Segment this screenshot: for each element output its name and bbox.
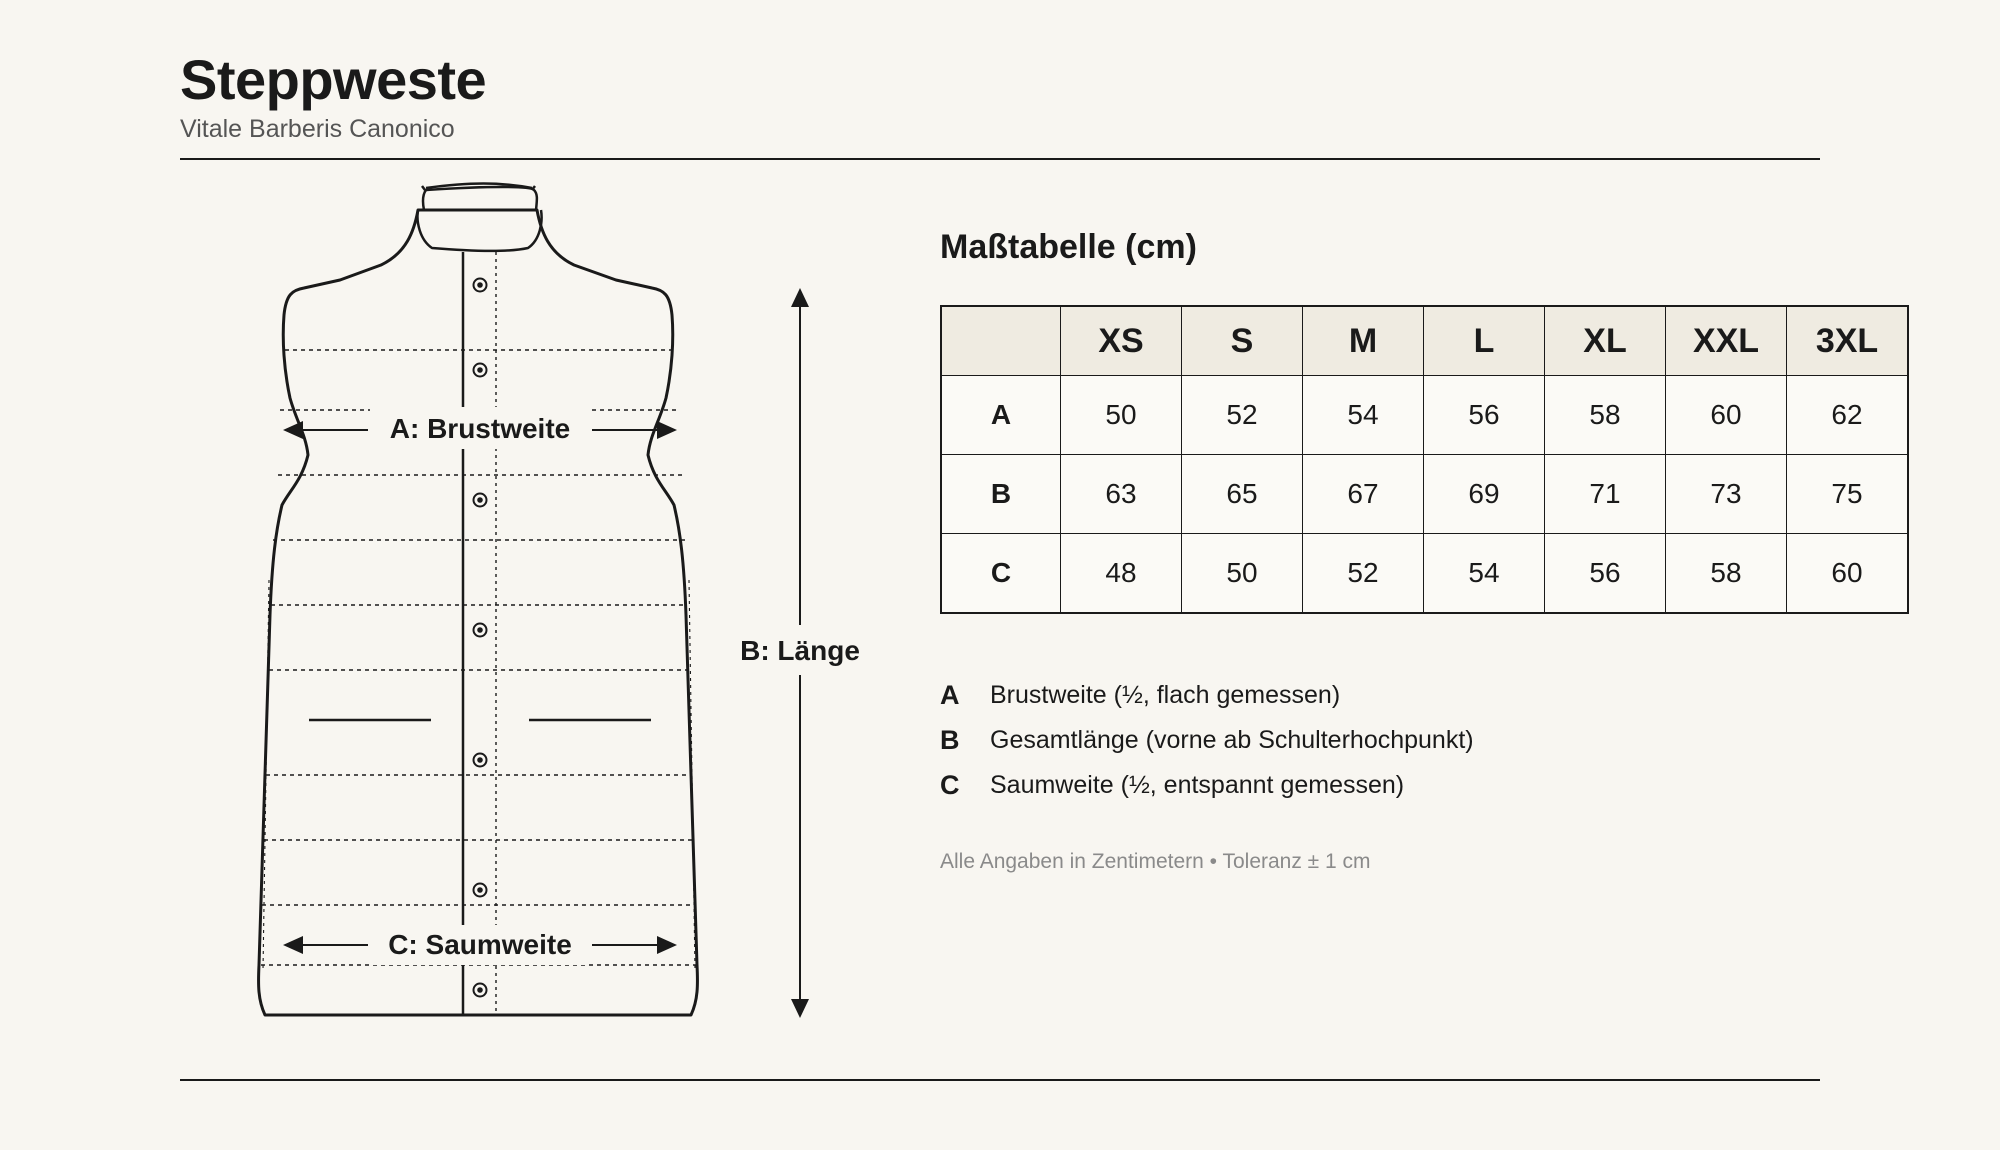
table-cell: 75 xyxy=(1787,455,1909,534)
legend-item xyxy=(940,763,1474,808)
buttons xyxy=(474,279,487,997)
table-title: Maßtabelle (cm) xyxy=(940,228,1197,266)
table-cell: 54 xyxy=(1303,376,1424,455)
label-saumweite: C: Saumweite xyxy=(388,929,572,960)
legend-item xyxy=(940,673,1474,718)
table-cell: 56 xyxy=(1424,376,1545,455)
table-corner-cell xyxy=(941,306,1061,376)
table-cell: 60 xyxy=(1787,534,1909,614)
table-cell: 54 xyxy=(1424,534,1545,614)
page-title: Steppweste xyxy=(180,48,487,111)
size-table xyxy=(940,305,1909,614)
arrow-up-icon xyxy=(791,288,809,307)
table-cell: 71 xyxy=(1545,455,1666,534)
dimension-b xyxy=(740,288,860,1018)
table-cell: 58 xyxy=(1666,534,1787,614)
table-row xyxy=(941,455,1908,534)
size-header: XXL xyxy=(1666,306,1787,376)
table-cell: 67 xyxy=(1303,455,1424,534)
arrow-down-icon xyxy=(791,999,809,1018)
row-label: A xyxy=(941,376,1061,455)
row-label: B xyxy=(941,455,1061,534)
legend-text: Gesamtlänge (vorne ab Schulterhochpunkt) xyxy=(990,726,1474,754)
legend-text: Brustweite (½, flach gemessen) xyxy=(990,681,1341,709)
table-cell: 73 xyxy=(1666,455,1787,534)
page-subtitle: Vitale Barberis Canonico xyxy=(180,115,455,143)
legend xyxy=(940,673,1474,808)
table-cell: 48 xyxy=(1061,534,1182,614)
vest-diagram xyxy=(0,0,900,1060)
table-cell: 52 xyxy=(1182,376,1303,455)
table-cell: 69 xyxy=(1424,455,1545,534)
table-cell: 58 xyxy=(1545,376,1666,455)
table-cell: 50 xyxy=(1061,376,1182,455)
placket xyxy=(463,252,496,1015)
table-cell: 63 xyxy=(1061,455,1182,534)
label-laenge: B: Länge xyxy=(740,635,860,666)
legend-key: B xyxy=(940,725,960,755)
row-label: C xyxy=(941,534,1061,614)
legend-key: A xyxy=(940,680,960,710)
size-header: XS xyxy=(1061,306,1182,376)
table-header-row xyxy=(941,306,1908,376)
arrow-left-icon xyxy=(283,421,303,439)
size-header: M xyxy=(1303,306,1424,376)
legend-text: Saumweite (½, entspannt gemessen) xyxy=(990,771,1405,799)
table-row xyxy=(941,534,1908,614)
table-cell: 56 xyxy=(1545,534,1666,614)
dimension-a xyxy=(283,407,677,449)
table-row xyxy=(941,376,1908,455)
dimension-c xyxy=(283,925,677,965)
tolerance-note: Alle Angaben in Zentimetern • Toleranz ± 1 cm xyxy=(940,850,1371,873)
size-header: XL xyxy=(1545,306,1666,376)
size-header: S xyxy=(1182,306,1303,376)
size-header: 3XL xyxy=(1787,306,1909,376)
legend-item xyxy=(940,718,1474,763)
table-cell: 60 xyxy=(1666,376,1787,455)
arrow-left-icon xyxy=(283,936,303,954)
table-cell: 65 xyxy=(1182,455,1303,534)
legend-key: C xyxy=(940,770,960,800)
label-brustweite: A: Brustweite xyxy=(389,413,571,444)
arrow-right-icon xyxy=(657,421,677,439)
table-cell: 62 xyxy=(1787,376,1909,455)
table-cell: 52 xyxy=(1303,534,1424,614)
bottom-divider xyxy=(180,1079,1820,1081)
size-header: L xyxy=(1424,306,1545,376)
arrow-right-icon xyxy=(657,936,677,954)
table-cell: 50 xyxy=(1182,534,1303,614)
